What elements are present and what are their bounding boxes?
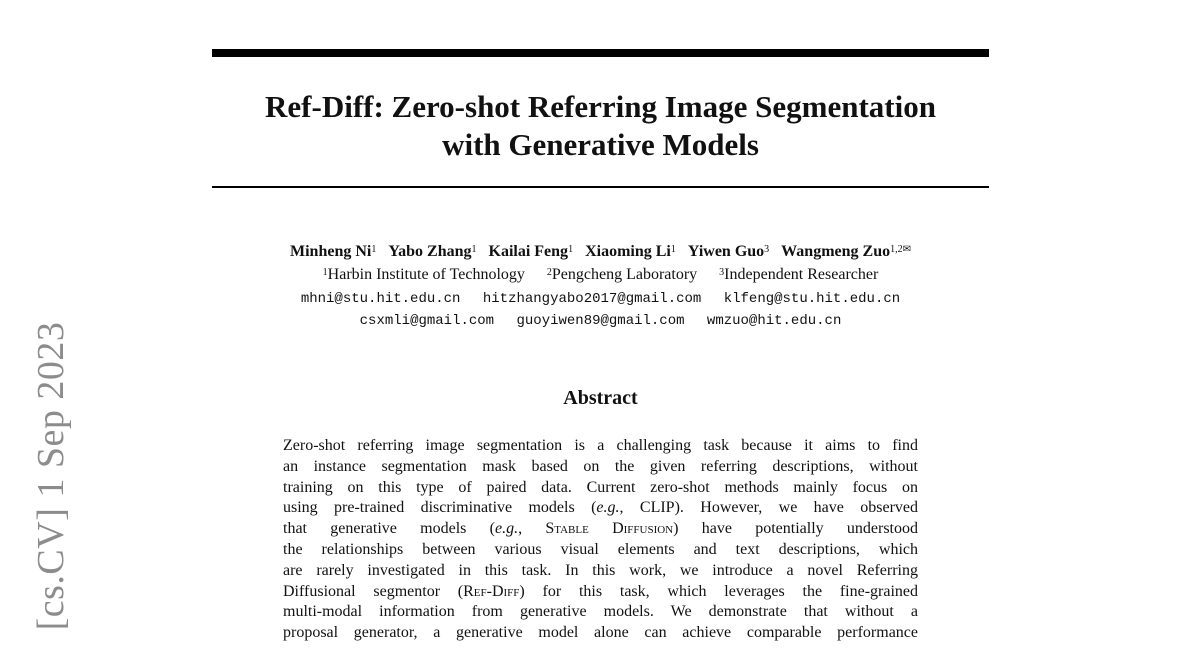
title-top-rule bbox=[212, 49, 989, 57]
affiliation-list bbox=[212, 264, 989, 286]
author-name: Yabo Zhang bbox=[388, 243, 472, 260]
affiliation bbox=[323, 266, 525, 283]
email-address[interactable]: guoyiwen89@gmail.com bbox=[516, 313, 685, 329]
abstract-line: are rarely investigated in this task. In this work, we introduce a novel Referring bbox=[283, 561, 918, 579]
author-list bbox=[212, 241, 989, 263]
abstract-line bbox=[283, 519, 918, 540]
email-address[interactable]: mhni@stu.hit.edu.cn bbox=[300, 291, 461, 307]
paper-title bbox=[212, 88, 989, 164]
abstract-line bbox=[283, 582, 918, 603]
author-name: Xiaoming Li bbox=[585, 243, 671, 260]
abstract-heading: Abstract bbox=[563, 387, 638, 409]
author-name: Yiwen Guo bbox=[687, 243, 765, 260]
abstract-line: multi-modal information from generative models. We demonstrate that without a bbox=[283, 603, 918, 621]
email-list bbox=[212, 288, 989, 332]
affiliation-mark: 3 bbox=[719, 267, 725, 278]
abstract-line: the relationships between various visual elements and text descriptions, which bbox=[283, 540, 918, 558]
affiliation-name: Pengcheng Laboratory bbox=[551, 266, 698, 283]
affiliation bbox=[547, 266, 697, 283]
abstract-line: proposal generator, a generative model alone can achieve comparable performance bbox=[283, 624, 918, 642]
author bbox=[781, 243, 911, 260]
affiliation-mark: 2 bbox=[546, 267, 552, 278]
abstract-line bbox=[283, 498, 918, 519]
abstract-text: , CLIP). However, we have observed bbox=[619, 499, 918, 517]
abstract-text: ) have potentially understood bbox=[673, 520, 918, 538]
affiliation-mark: 1 bbox=[322, 267, 328, 278]
title-bottom-rule bbox=[212, 186, 989, 188]
email-address[interactable]: wmzuo@hit.edu.cn bbox=[706, 313, 842, 329]
author-name: Wangmeng Zuo bbox=[781, 243, 891, 260]
abstract-text: Diffusional segmentor ( bbox=[283, 582, 464, 600]
affiliation-name: Harbin Institute of Technology bbox=[327, 266, 525, 283]
abstract-line: training on this type of paired data. Current zero-shot methods mainly focus on bbox=[283, 478, 918, 496]
abstract-text: , bbox=[518, 520, 546, 538]
author bbox=[585, 243, 676, 260]
author bbox=[290, 243, 376, 260]
author bbox=[489, 243, 574, 260]
email-line-2 bbox=[212, 310, 989, 332]
title-line-1: Ref-Diff: Zero-shot Referring Image Segmentation bbox=[265, 89, 936, 124]
abstract-text: ) for this task, which leverages the fine-grained bbox=[519, 582, 918, 600]
affiliation-name: Independent Researcher bbox=[724, 266, 879, 283]
author bbox=[388, 243, 476, 260]
email-address[interactable]: csxmli@gmail.com bbox=[359, 313, 495, 329]
envelope-icon: ✉ bbox=[902, 244, 911, 255]
email-address[interactable]: hitzhangyabo2017@gmail.com bbox=[482, 291, 702, 307]
author-affil-mark: 1,2 bbox=[890, 244, 903, 255]
author-affil-mark: 1 bbox=[371, 244, 377, 255]
author-affil-mark: 1 bbox=[568, 244, 574, 255]
author-name: Kailai Feng bbox=[488, 243, 569, 260]
abstract-smallcaps: Ref-Diff bbox=[463, 582, 520, 600]
abstract-emphasis: e.g. bbox=[596, 499, 620, 517]
author-affil-mark: 3 bbox=[764, 244, 770, 255]
author-name: Minheng Ni bbox=[290, 243, 372, 260]
author-affil-mark: 1 bbox=[471, 244, 477, 255]
abstract-line: Zero-shot referring image segmentation is a challenging task because it aims to find bbox=[283, 437, 918, 454]
abstract-text: using pre-trained discriminative models ( bbox=[283, 499, 597, 517]
abstract-emphasis: e.g. bbox=[494, 520, 519, 538]
title-line-2: with Generative Models bbox=[442, 127, 759, 162]
arxiv-identifier-stamp: [cs.CV] 1 Sep 2023 bbox=[30, 321, 72, 631]
abstract-text: that generative models ( bbox=[283, 520, 495, 538]
abstract-line: an instance segmentation mask based on the given referring descriptions, without bbox=[283, 457, 918, 475]
author bbox=[688, 243, 769, 260]
affiliation bbox=[719, 266, 878, 283]
author-affil-mark: 1 bbox=[670, 244, 676, 255]
abstract-smallcaps: Stable Diffusion bbox=[545, 520, 674, 538]
email-line-1 bbox=[212, 288, 989, 310]
email-address[interactable]: klfeng@stu.hit.edu.cn bbox=[723, 291, 901, 307]
abstract-body bbox=[283, 436, 918, 644]
